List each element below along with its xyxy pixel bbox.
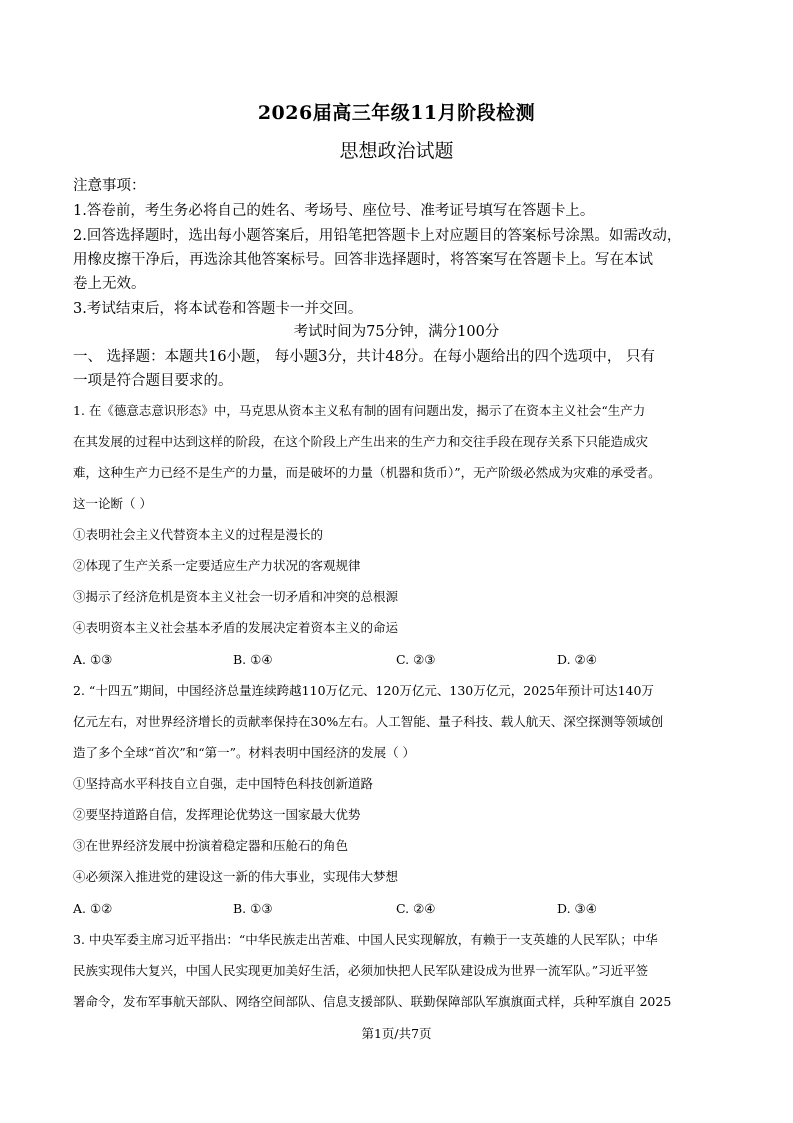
q1-stem-line-1: 1. 在《德意志意识形态》中，马克思从资本主义私有制的固有问题出发，揭示了在资本主义社会“生产力 xyxy=(73,403,646,418)
q1-stem-line-3: 难，这种生产力已经不是生产的力量，而是破坏的力量（机器和货币）”，无产阶级必然成为灾难的承受者。 xyxy=(73,465,661,480)
exam-info: 考试时间为75分钟，满分100分 xyxy=(293,324,500,340)
q1-statement-3: ③揭示了经济危机是资本主义社会一切矛盾和冲突的总根源 xyxy=(73,589,399,604)
q1-statement-2: ②体现了生产关系一定要适应生产力状况的客观规律 xyxy=(73,558,361,573)
exam-title: 2026届高三年级11月阶段检测 xyxy=(257,102,536,124)
q1-statement-4: ④表明资本主义社会基本矛盾的发展决定着资本主义的命运 xyxy=(73,620,399,635)
q1-option-d: D. ②④ xyxy=(557,652,597,667)
exam-subject: 思想政治试题 xyxy=(339,140,454,162)
q1-option-b: B. ①④ xyxy=(233,652,273,667)
q2-stem-line-1: 2. “十四五”期间，中国经济总量连续跨越110万亿元、120万亿元、130万亿元，2025年预计可达140万 xyxy=(73,683,654,698)
notice-item-2-line-1: 2.回答选择题时，选出每小题答案后，用铅笔把答题卡上对应题目的答案标号涂黑。如需改动， xyxy=(73,228,682,244)
notice-item-1: 1.答卷前，考生务必将自己的姓名、考场号、座位号、准考证号填写在答题卡上。 xyxy=(73,203,595,219)
q2-option-b: B. ①③ xyxy=(233,901,273,916)
section-1-heading-cont: 一项是符合题目要求的。 xyxy=(73,373,233,389)
notice-item-3: 3.考试结束后，将本试卷和答题卡一并交回。 xyxy=(73,301,363,317)
q2-option-c: C. ②④ xyxy=(396,901,436,916)
page-number: 第1页/共7页 xyxy=(361,1026,432,1041)
notice-item-2-line-3: 卷上无效。 xyxy=(73,276,146,292)
q2-option-a: A. ①② xyxy=(73,901,113,916)
notice-heading: 注意事项： xyxy=(73,178,146,194)
q3-stem-line-2: 民族实现伟大复兴，中国人民实现更加美好生活，必须加快把人民军队建设成为世界一流军队。”习近平签 xyxy=(73,963,649,978)
q1-stem-line-2: 在其发展的过程中达到这样的阶段，在这个阶段上产生出来的生产力和交往手段在现存关系下只能造成灾 xyxy=(73,434,649,449)
q2-stem-line-3: 造了多个全球“首次”和“第一”。材料表明中国经济的发展（ ） xyxy=(73,745,416,760)
q2-option-d: D. ③④ xyxy=(557,901,597,916)
q3-stem-line-3: 署命令，发布军事航天部队、网络空间部队、信息支援部队、联勤保障部队军旗旗面式样，兵种军旗自 2025 xyxy=(73,994,672,1009)
q1-statement-1: ①表明社会主义代替资本主义的过程是漫长的 xyxy=(73,527,324,542)
q2-statement-1: ①坚持高水平科技自立自强，走中国特色科技创新道路 xyxy=(73,776,374,791)
q2-statement-2: ②要坚持道路自信，发挥理论优势这一国家最大优势 xyxy=(73,807,361,822)
q2-statement-4: ④必须深入推进党的建设这一新的伟大事业，实现伟大梦想 xyxy=(73,869,399,884)
notice-item-2-line-2: 用橡皮擦干净后，再选涂其他答案标号。回答非选择题时，将答案写在答题卡上。写在本试 xyxy=(73,252,653,268)
q1-stem-line-4: 这一论断（ ） xyxy=(73,496,152,511)
q1-option-c: C. ②③ xyxy=(396,652,436,667)
q3-stem-line-1: 3. 中央军委主席习近平指出：“中华民族走出苦难、中国人民实现解放，有赖于一支英雄的人民军队；中华 xyxy=(73,932,658,947)
q1-option-a: A. ①③ xyxy=(73,652,113,667)
section-1-heading: 一、 选择题：本题共16小题， 每小题3分，共计48分。在每小题给出的四个选项中， 只有 xyxy=(73,349,655,365)
q2-statement-3: ③在世界经济发展中扮演着稳定器和压舱石的角色 xyxy=(73,838,349,853)
q2-stem-line-2: 亿元左右，对世界经济增长的贡献率保持在30%左右。人工智能、量子科技、载人航天、深空探测等领域创 xyxy=(73,714,664,729)
